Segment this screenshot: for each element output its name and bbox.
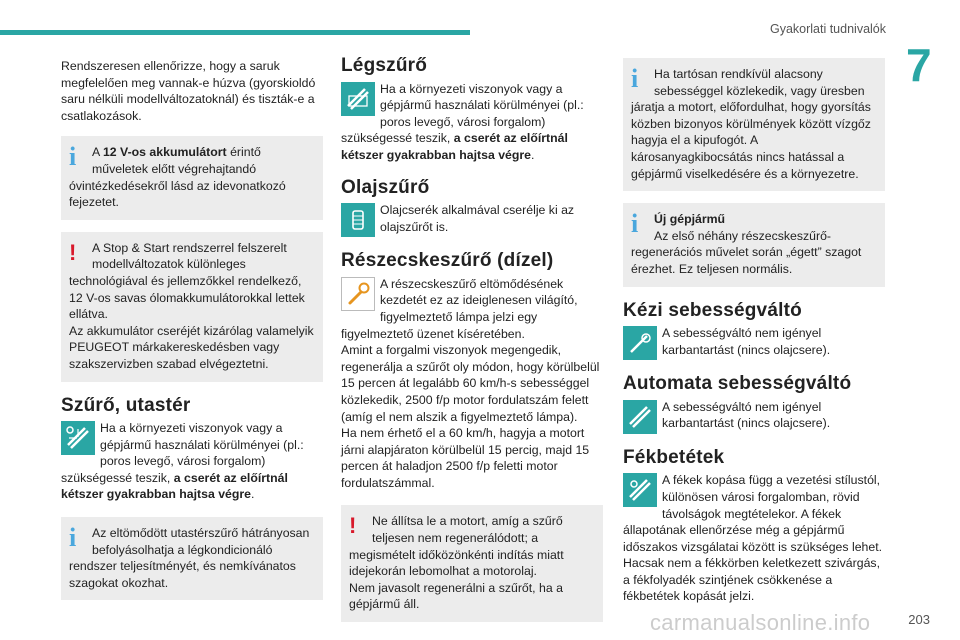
- warning-icon: !: [69, 239, 77, 265]
- maintenance-icon: [341, 203, 375, 237]
- warning-box-regeneration: [341, 505, 603, 622]
- maintenance-icon: [61, 421, 95, 455]
- maintenance-icon: [623, 326, 657, 360]
- maintenance-icon: [623, 473, 657, 507]
- column-3: [623, 58, 885, 605]
- battery-intro: Rendszeresen ellenőrizze, hogy a saruk megfelelően meg vannak-e húzva (gyorskioldó saru nélküli modellváltozatoknál) és tiszták-e a csatlakozások.: [61, 59, 316, 123]
- maintenance-icon: [623, 400, 657, 434]
- section-heading-cabin-filter: Szűrő, utastér: [61, 394, 191, 416]
- page-number: 203: [908, 612, 930, 627]
- section-heading-particle-filter: Részecskeszűrő (dízel): [341, 250, 554, 272]
- section-heading-brake-pads: Fékbetétek: [623, 446, 725, 468]
- automatic-gearbox-text: A sebességváltó nem igényel karbantartást (nincs olajcsere).: [662, 399, 831, 431]
- air-filter-text: Ha a környezeti viszonyok vagy a gépjármű használati körülményei (pl.: poros levegő, városi forgalom) szükségessé teszik, a cserét az előírtnál kétszer gyakrabban hajtsa végre.: [341, 81, 584, 162]
- info-box-exhaust-vapor: [623, 58, 885, 191]
- warning-text: Ne állítsa le a motort, amíg a szűrő teljesen nem regenerálódott; a megismételt időközönkénti indítás miatt idejekorán lebomolhat a motorolaj. Nem javasolt regenerálni a szűrőt, ha a gépjármű áll.: [349, 514, 564, 612]
- info-text: Az eltömődött utastérszűrő hátrányosan befolyásolhatja a légkondicionáló rendszer teljesítményét, és nemkívánatos szagokat okozhat.: [69, 526, 310, 590]
- info-text: A 12 V-os akkumulátort érintő műveletek előtt végrehajtandó óvintézkedésekről lásd az idevonatkozó fejezetet.: [69, 145, 286, 210]
- chapter-number: 7: [906, 39, 932, 91]
- info-box-battery: [61, 136, 323, 219]
- warning-box-stop-start: [61, 232, 323, 382]
- brake-pads-text: A fékek kopása függ a vezetési stílustól, különösen városi forgalomban, rövid távolságok megtételekor. A fékek állapotának ellenőrzése még a gépjármű időszakos vizsgálatai között is szükséges lehet. Hacsak nem a fékkörben keletkezett szivárgás, a fékfolyadék szintjének csökkenése a fékbetétek kopását jelzi.: [623, 473, 883, 604]
- info-text: Az első néhány részecskeszűrő-regenerációs művelet során „égett” szagot érezhet. Ez teljesen normális.: [631, 228, 862, 276]
- column-2: [341, 55, 603, 634]
- info-box-new-vehicle: [623, 203, 885, 286]
- manual-gearbox-text: A sebességváltó nem igényel karbantartást (nincs olajcsere).: [662, 326, 831, 357]
- oil-filter-text: Olajcserék alkalmával cserélje ki az olajszűrőt is.: [380, 203, 575, 234]
- section-heading-air-filter: Légszűrő: [341, 55, 428, 76]
- particle-filter-text: A részecskeszűrő eltömődésének kezdetét ez az ideiglenesen világító, figyelmeztető lámpa jelzi egy figyelmeztető üzenet kíséretében. Amint a forgalmi viszonyok megengedik, regenerálja a szűrőt oly módon, hogy körülbelül 15 percen át legalább 60 km/h-s sebességgel közlekedik, 2500 f/p motor fordulatszám felett (amíg el nem alszik a figyelmeztető lámpa). Ha nem érhető el a 60 km/h, hagyja a motort járni alapjáraton körülbelül 15 percig, majd 15 percen át haladjon 2500 f/p feletti motor fordulatszámmal.: [341, 276, 600, 490]
- section-heading-oil-filter: Olajszűrő: [341, 176, 430, 198]
- info-icon: i: [69, 142, 77, 172]
- info-icon: i: [631, 64, 639, 93]
- column-1: [61, 58, 323, 612]
- maintenance-icon: [341, 82, 375, 116]
- info-text: Ha tartósan rendkívül alacsony sebességgel közlekedik, vagy üresben járatja a motort, előfordulhat, hogy gyorsítás közben bizonyos körülmények között vízgőz hagyja el a kipufogót. A károsanyagkibocsátás nincs hatással a gépjármű viselkedésére és a környezetre.: [631, 67, 871, 181]
- warning-text: A Stop & Start rendszerrel felszerelt modellváltozatok különleges technológiával és jellemzőkkel rendelkező, 12 V-os savas ólomakkumulátorokkal lettek ellátva. Az akkumulátor cseréjét kizárólag valamelyik PEUGEOT márkakereskedésben vagy szakszervizben szabad elvégeztetni.: [69, 240, 314, 371]
- page-header-title: Gyakorlati tudnivalók: [769, 22, 886, 36]
- info-title: Új gépjármű: [654, 212, 726, 227]
- wrench-warning-icon: [341, 277, 375, 311]
- info-icon: i: [69, 523, 77, 553]
- info-box-cabin-filter: [61, 517, 323, 600]
- cabin-filter-text: Ha a környezeti viszonyok vagy a gépjármű használati körülményei (pl.: poros levegő, városi forgalom) szükségessé teszik, a cserét az előírtnál kétszer gyakrabban hajtsa végre.: [61, 421, 304, 502]
- header-accent-bar: [0, 30, 470, 35]
- info-icon: i: [631, 209, 639, 239]
- warning-icon: !: [349, 513, 357, 539]
- section-heading-automatic-gearbox: Automata sebességváltó: [623, 373, 852, 395]
- section-heading-manual-gearbox: Kézi sebességváltó: [623, 299, 802, 321]
- watermark: carmanualsonline.info: [650, 610, 871, 635]
